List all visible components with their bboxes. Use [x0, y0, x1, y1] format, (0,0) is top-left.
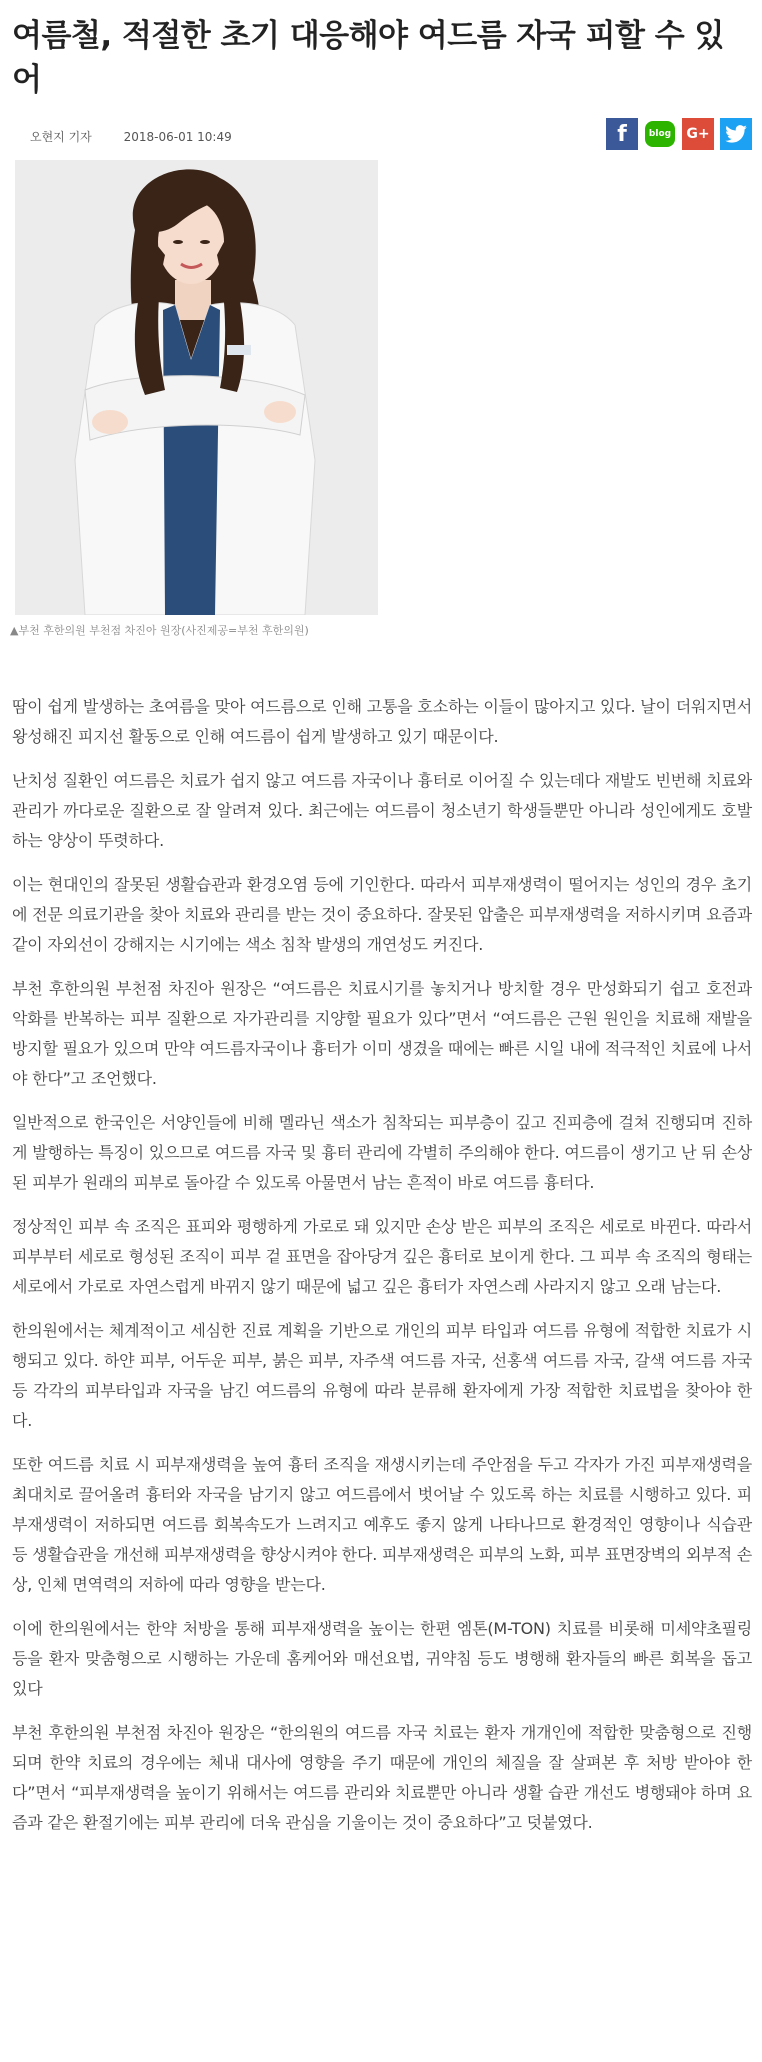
article-meta	[10, 118, 752, 154]
blog-icon: blog	[645, 121, 675, 147]
twitter-share-button[interactable]	[720, 118, 752, 150]
paragraph: 땀이 쉽게 발생하는 초여름을 맞아 여드름으로 인해 고통을 호소하는 이들이 많아지고 있다. 날이 더워지면서 왕성해진 피지선 활동으로 인해 여드름이 쉽게 발생하고 있기 때문이다.	[12, 697, 752, 746]
photo-caption: ▲부천 후한의원 부천점 차진아 원장(사진제공=부천 후한의원)	[10, 624, 309, 637]
reporter-name: 오현지 기자	[30, 130, 92, 144]
article-photo	[15, 160, 378, 615]
facebook-icon: f	[617, 121, 627, 147]
googleplus-icon: G+	[686, 126, 710, 142]
paragraph: 부천 후한의원 부천점 차진아 원장은 “여드름은 치료시기를 놓치거나 방치할 경우 만성화되기 쉽고 호전과 악화를 반복하는 피부 질환으로 자가관리를 지양할 필요가 있다”면서 “여드름은 근원 원인을 치료해 재발을 방지할 필요가 있으며 만약 여드름자국이나 흉터가 이미 생겼을 때에는 빠른 시일 내에 적극적인 치료에 나서야 한다”고 조언했다.	[12, 979, 752, 1088]
paragraph: 정상적인 피부 속 조직은 표피와 평행하게 가로로 돼 있지만 손상 받은 피부의 조직은 세로로 바뀐다. 따라서 피부부터 세로로 형성된 조직이 피부 겉 표면을 잡아당겨 깊은 흉터로 보이게 한다. 그 피부 속 조직의 형태는 세로에서 가로로 자연스럽게 바뀌지 않기 때문에 넓고 깊은 흉터가 자연스레 사라지지 않고 오래 남는다.	[12, 1217, 752, 1296]
paragraph: 일반적으로 한국인은 서양인들에 비해 멜라닌 색소가 침착되는 피부층이 깊고 진피층에 걸쳐 진행되며 진하게 발행하는 특징이 있으므로 여드름 자국 및 흉터 관리에 각별히 주의해야 한다. 여드름이 생기고 난 뒤 손상된 피부가 원래의 피부로 돌아갈 수 있도록 아물면서 남는 흔적이 바로 여드름 흉터다.	[12, 1113, 752, 1192]
blog-share-button[interactable]	[644, 118, 676, 150]
publish-datetime: 2018-06-01 10:49	[123, 130, 232, 144]
article-body	[12, 692, 752, 1852]
googleplus-share-button[interactable]	[682, 118, 714, 150]
paragraph: 한의원에서는 체계적이고 세심한 진료 계획을 기반으로 개인의 피부 타입과 여드름 유형에 적합한 치료가 시행되고 있다. 하얀 피부, 어두운 피부, 붉은 피부, 자주색 여드름 자국, 선홍색 여드름 자국, 갈색 여드름 자국 등 각각의 피부타입과 자국을 남긴 여드름의 유형에 따라 분류해 환자에게 가장 적합한 치료법을 찾아야 한다.	[12, 1321, 752, 1430]
paragraph: 또한 여드름 치료 시 피부재생력을 높여 흉터 조직을 재생시키는데 주안점을 두고 각자가 가진 피부재생력을 최대치로 끌어올려 흉터와 자국을 남기지 않고 여드름에서 벗어날 수 있도록 하는 치료를 시행하고 있다. 피부재생력이 저하되면 여드름 회복속도가 느려지고 예후도 좋지 않게 나타나므로 환경적인 영향이나 식습관 등 생활습관을 개선해 피부재생력을 향상시켜야 한다. 피부재생력은 피부의 노화, 피부 표면장벽의 외부적 손상, 인체 면역력의 저하에 따라 영향을 받는다.	[12, 1455, 752, 1594]
paragraph: 이는 현대인의 잘못된 생활습관과 환경오염 등에 기인한다. 따라서 피부재생력이 떨어지는 성인의 경우 초기에 전문 의료기관을 찾아 치료와 관리를 받는 것이 중요하다. 잘못된 압출은 피부재생력을 저하시키며 요즘과 같이 자외선이 강해지는 시기에는 색소 침착 발생의 개연성도 커진다.	[12, 875, 752, 954]
portrait-image	[15, 160, 378, 615]
twitter-icon	[725, 125, 747, 143]
paragraph: 난치성 질환인 여드름은 치료가 쉽지 않고 여드름 자국이나 흉터로 이어질 수 있는데다 재발도 빈번해 치료와 관리가 까다로운 질환으로 잘 알려져 있다. 최근에는 여드름이 청소년기 학생들뿐만 아니라 성인에게도 호발하는 양상이 뚜렷하다.	[12, 771, 752, 850]
paragraph: 이에 한의원에서는 한약 처방을 통해 피부재생력을 높이는 한편 엠톤(M-TON) 치료를 비롯해 미세약초필링 등을 환자 맞춤형으로 시행하는 가운데 홈케어와 매선요법, 귀약침 등도 병행해 환자들의 빠른 회복을 돕고 있다	[12, 1619, 752, 1698]
share-buttons	[606, 118, 752, 150]
facebook-share-button[interactable]	[606, 118, 638, 150]
article-title: 여름철, 적절한 초기 대응해야 여드름 자국 피할 수 있어	[12, 18, 724, 98]
paragraph: 부천 후한의원 부천점 차진아 원장은 “한의원의 여드름 자국 치료는 환자 개개인에 적합한 맞춤형으로 진행되며 한약 치료의 경우에는 체내 대사에 영향을 주기 때문에 개인의 체질을 잘 살펴본 후 처방 받아야 한다”면서 “피부재생력을 높이기 위해서는 여드름 관리와 치료뿐만 아니라 생활 습관 개선도 병행돼야 하며 요즘과 같은 환절기에는 피부 관리에 더욱 관심을 기울이는 것이 중요하다”고 덧붙였다.	[12, 1723, 752, 1832]
byline	[30, 128, 260, 145]
